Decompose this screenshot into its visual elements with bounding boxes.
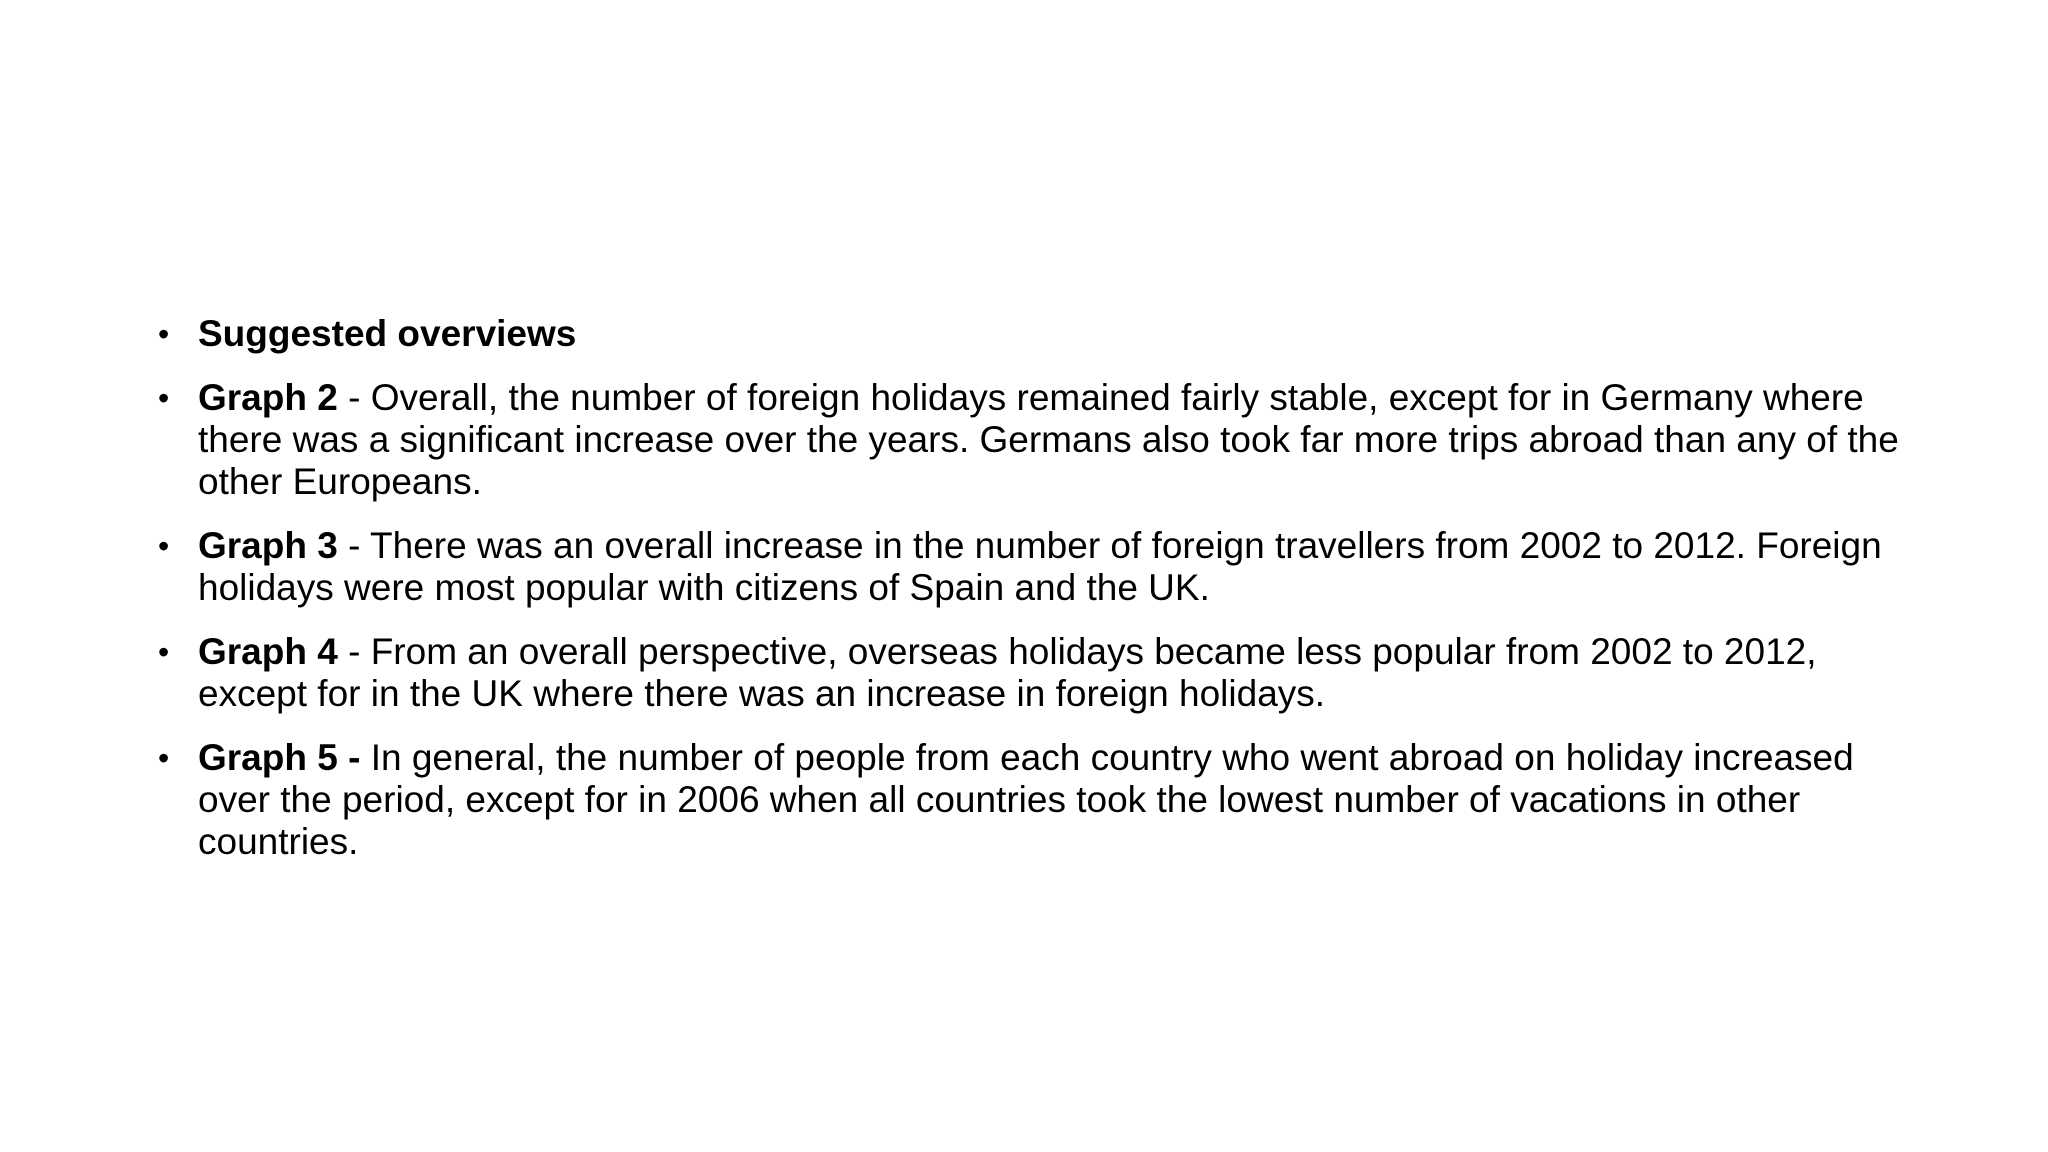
graph-label: Graph 4 bbox=[198, 631, 338, 672]
graph-label: Graph 3 bbox=[198, 525, 338, 566]
graph-overview-text: In general, the number of people from each country who went abroad on holiday increased over the period, except for in 2006 when all countries took the lowest number of vacations in other countries. bbox=[198, 737, 1854, 862]
bullet-dot-icon: • bbox=[158, 316, 170, 352]
bullet-dot-icon: • bbox=[158, 740, 170, 776]
graph-overview-text: - Overall, the number of foreign holidays remained fairly stable, except for in Germany where there was a significant increase over the years. Germans also took far more trips abroad than any of the other Europeans. bbox=[198, 377, 1899, 502]
bullet-item-suggested-overviews bbox=[158, 313, 1918, 355]
graph-overview-text: - There was an overall increase in the number of foreign travellers from 2002 to 2012. Foreign holidays were most popular with citizens of Spain and the UK. bbox=[198, 525, 1882, 608]
bullet-item-graph-3 bbox=[158, 525, 1918, 609]
bullet-item-graph-2 bbox=[158, 377, 1918, 503]
bullet-item-graph-4 bbox=[158, 631, 1918, 715]
bullet-item-graph-5 bbox=[158, 737, 1918, 863]
bullet-dot-icon: • bbox=[158, 528, 170, 564]
bullet-list bbox=[158, 313, 1918, 885]
graph-overview-text: - From an overall perspective, overseas holidays became less popular from 2002 to 2012, except for in the UK where there was an increase in foreign holidays. bbox=[198, 631, 1817, 714]
graph-label: Graph 2 bbox=[198, 377, 338, 418]
graph-label: Graph 5 - bbox=[198, 737, 361, 778]
bullet-dot-icon: • bbox=[158, 380, 170, 416]
bullet-dot-icon: • bbox=[158, 634, 170, 670]
bullet-heading: Suggested overviews bbox=[198, 313, 577, 354]
